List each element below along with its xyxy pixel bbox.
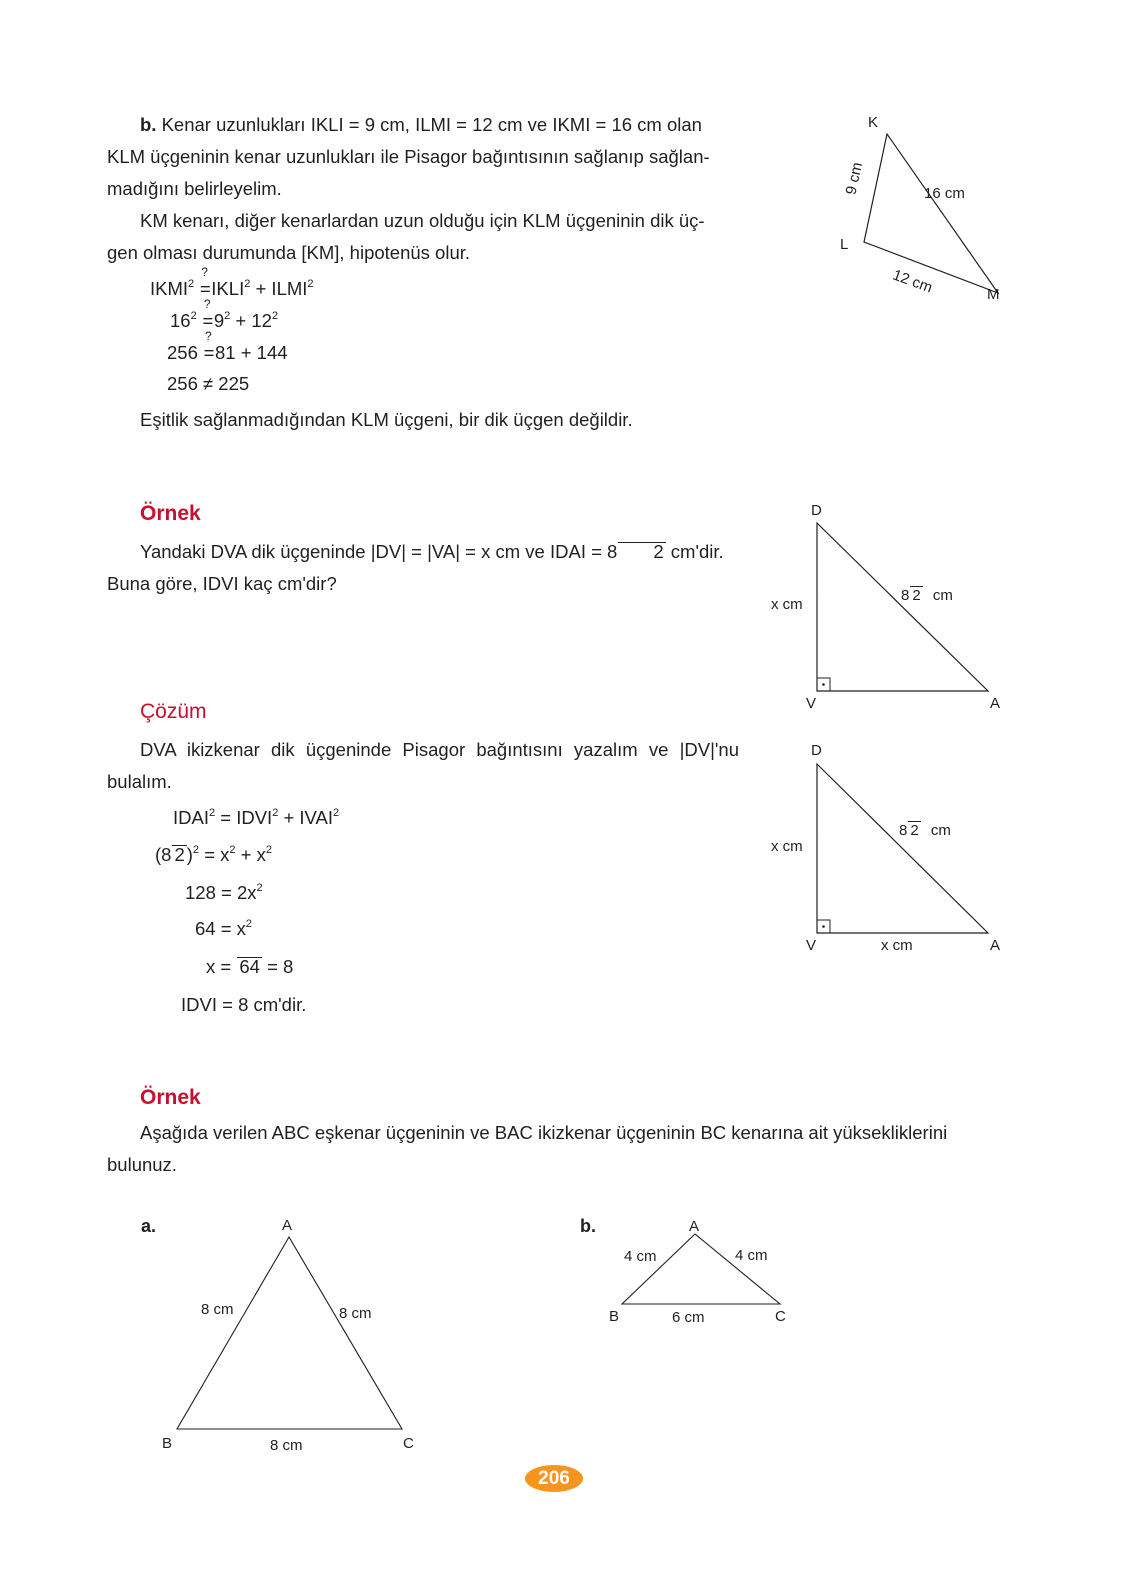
text: KLM üçgeninin kenar uzunlukları ile Pisagor bağıntısının sağlanıp sağlan- [107, 146, 710, 167]
equation-3: 256 ? =81 + 144 [167, 329, 288, 363]
vertex-a: A [689, 1218, 700, 1235]
vertex-c: C [775, 1308, 786, 1325]
equation-1: IKMI$^2$ ? $=IKLI^2$ + $ILMI^2$ [150, 265, 314, 299]
triangle-dva-figure [0, 495, 1123, 725]
side-ac-label: 4 cm [735, 1247, 768, 1264]
triangle-bac-isosceles-figure [0, 1200, 1123, 1340]
triangle-klm-figure [0, 0, 1123, 320]
vertex-a: A [990, 695, 1001, 712]
side-bc-label: 8 cm [270, 1437, 303, 1454]
vertex-a: A [990, 937, 1001, 954]
triangle-dva-shape [0, 495, 1123, 725]
triangle-klm-shape [0, 0, 1123, 320]
side-da-label: 8 2 cm [901, 587, 953, 604]
text: DVA ikizkenar dik üçgeninde Pisagor bağıntısını yazalım ve |DV|'nu [140, 739, 739, 760]
example2-text [107, 1117, 1007, 1181]
solution-eq-4: $64 = x^2$ [195, 918, 253, 939]
text: madığını belirleyelim. [107, 178, 282, 199]
question-line: Buna göre, IDVI kaç cm'dir? [107, 573, 337, 594]
triangle-dva-solution-figure [0, 735, 1123, 965]
equation-2: $16^2$ ? $=9^2 + 12^2$ [170, 297, 279, 331]
question-line: Yandaki DVA dik üçgeninde |DV| = |VA| = x cm ve IDAI = 8 2 cm'dir. [140, 541, 724, 562]
solution-eq-1: IDAI$^2$ = $IDVI^2$ + $IVAI^2$ [173, 807, 340, 828]
figure-b-label: b. [580, 1216, 596, 1236]
solution-eq-6: IDVI = 8 cm'dir. [181, 994, 307, 1015]
figure-a-label: a. [141, 1216, 157, 1236]
side-ac-label: 8 cm [339, 1305, 372, 1322]
side-bc-label: 6 cm [672, 1309, 705, 1326]
item-label: b. [140, 114, 157, 135]
solution-eq-3: $128 = 2x^2$ [185, 882, 263, 903]
vertex-d: D [811, 742, 822, 759]
vertex-k: K [868, 114, 879, 131]
triangle-dva-solution-shape [0, 735, 1123, 965]
vertex-b: B [609, 1308, 620, 1325]
triangle-bac-isosceles-shape [0, 1200, 1123, 1340]
side-dv-label: x cm [771, 596, 803, 613]
equation-4: 256 ≠ 225 [167, 373, 250, 394]
side-dv-label: x cm [771, 838, 803, 855]
solution-heading: Çözüm [140, 700, 207, 723]
solution-eq-2: (8 2 )$^2 = x^2 + x^2$ [155, 844, 272, 865]
vertex-l: L [840, 236, 849, 253]
text: Kenar uzunlukları IKLI = 9 cm, ILMI = 12 cm ve IKMI = 16 cm olan [161, 114, 702, 135]
side-lm-label: 12 cm [890, 266, 935, 297]
text: gen olması durumunda [KM], hipotenüs olur. [107, 242, 471, 263]
text: bulunuz. [107, 1154, 177, 1175]
side-km-label: 16 cm [924, 185, 965, 202]
side-da-label: 8 2 cm [899, 822, 951, 839]
vertex-c: C [403, 1435, 414, 1452]
vertex-a: A [282, 1217, 293, 1234]
vertex-v: V [806, 695, 817, 712]
text: KM kenarı, diğer kenarlardan uzun olduğu için KLM üçgeninin dik üç- [140, 210, 705, 231]
conclusion: Eşitlik sağlanmadığından KLM üçgeni, bir dik üçgen değildir. [140, 409, 633, 430]
side-va-label: x cm [881, 937, 913, 954]
solution-eq-5: x = 64 = 8 [206, 956, 294, 977]
text: Aşağıda verilen ABC eşkenar üçgeninin ve BAC ikizkenar üçgeninin BC kenarına ait yüksekliklerini [140, 1122, 948, 1143]
vertex-v: V [806, 937, 817, 954]
side-kl-label: 9 cm [842, 160, 866, 197]
page-number-badge: 206 [525, 1465, 583, 1492]
vertex-b: B [162, 1435, 173, 1452]
text: bulalım. [107, 771, 172, 792]
vertex-m: M [987, 286, 1000, 303]
example-heading: Örnek [140, 502, 201, 525]
vertex-d: D [811, 502, 822, 519]
example2-heading: Örnek [140, 1086, 201, 1109]
side-ab-label: 4 cm [624, 1248, 657, 1265]
side-ab-label: 8 cm [201, 1301, 234, 1318]
